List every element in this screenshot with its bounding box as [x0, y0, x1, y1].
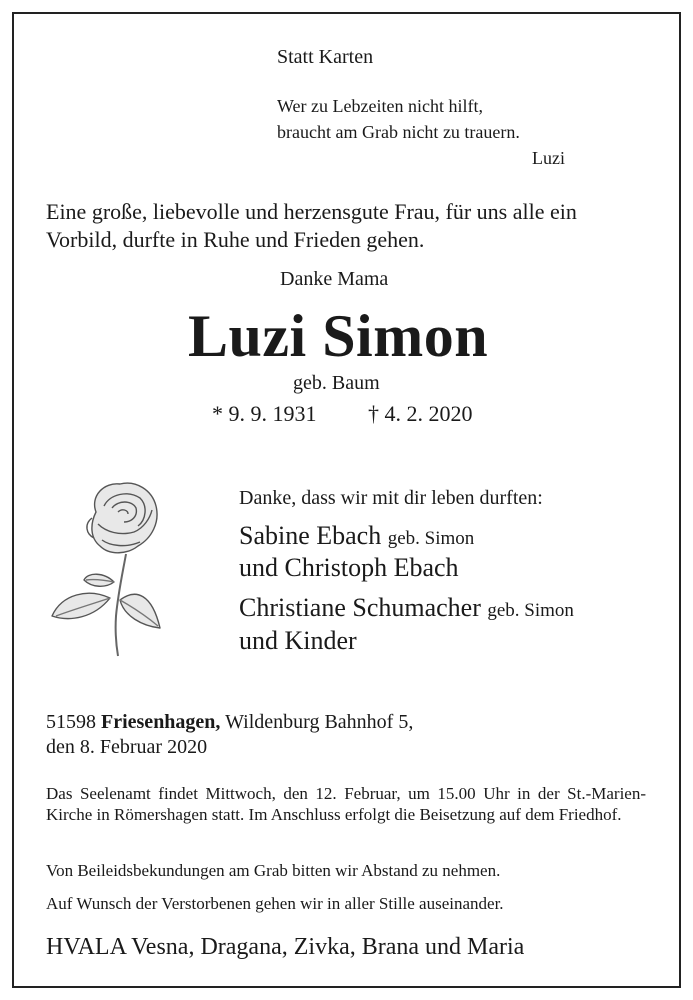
death-date: † 4. 2. 2020 [368, 401, 473, 426]
address-street: Wildenburg Bahnhof 5, [225, 711, 414, 733]
danke-mama: Danke Mama [280, 268, 389, 290]
mourner-2-family: und Kinder [239, 626, 357, 655]
birth-date: * 9. 9. 1931 [212, 401, 317, 426]
rose-illustration [48, 476, 163, 660]
address-line [46, 710, 413, 734]
birth-name: geb. Baum [293, 372, 380, 394]
mourner-2-name: Christiane Schumacher [239, 593, 481, 622]
intro-line-1: Eine große, liebevolle und herzensgute Frau, für uns alle ein [46, 199, 577, 224]
intro-line-2: Vorbild, durfte in Ruhe und Frieden gehen. [46, 227, 425, 252]
mourner-1-partner: und Christoph Ebach [239, 553, 459, 582]
mourner-2 [239, 593, 574, 626]
wish-notice: Auf Wunsch der Verstorbenen gehen wir in aller Stille auseinander. [46, 894, 504, 913]
mourner-1 [239, 521, 474, 554]
address-city: Friesenhagen, [101, 711, 221, 733]
deceased-name: Luzi Simon [188, 303, 489, 369]
mourner-1-birthname: geb. Simon [387, 528, 475, 549]
quote-line-2: braucht am Grab nicht zu trauern. [277, 122, 520, 142]
mourners-heading: Danke, dass wir mit dir leben durften: [239, 487, 543, 509]
mourner-2-birthname: geb. Simon [487, 600, 574, 621]
mourner-1-name: Sabine Ebach [239, 521, 382, 550]
notice-date: den 8. Februar 2020 [46, 736, 208, 758]
closing-thanks: HVALA Vesna, Dragana, Zivka, Brana und Maria [46, 934, 525, 960]
quote-line-1: Wer zu Lebzeiten nicht hilft, [277, 96, 483, 116]
quote-author: Luzi [532, 148, 565, 168]
statt-karten: Statt Karten [277, 46, 374, 68]
address-zip: 51598 [46, 711, 96, 733]
service-notice: Das Seelenamt findet Mittwoch, den 12. Februar, um 15.00 Uhr in der St.-Marien-Kirche in Römershagen statt. Im Anschluss erfolgt die Beisetzung auf dem Friedhof. [46, 784, 646, 824]
condolence-notice: Von Beileidsbekundungen am Grab bitten wir Abstand zu nehmen. [46, 861, 501, 880]
